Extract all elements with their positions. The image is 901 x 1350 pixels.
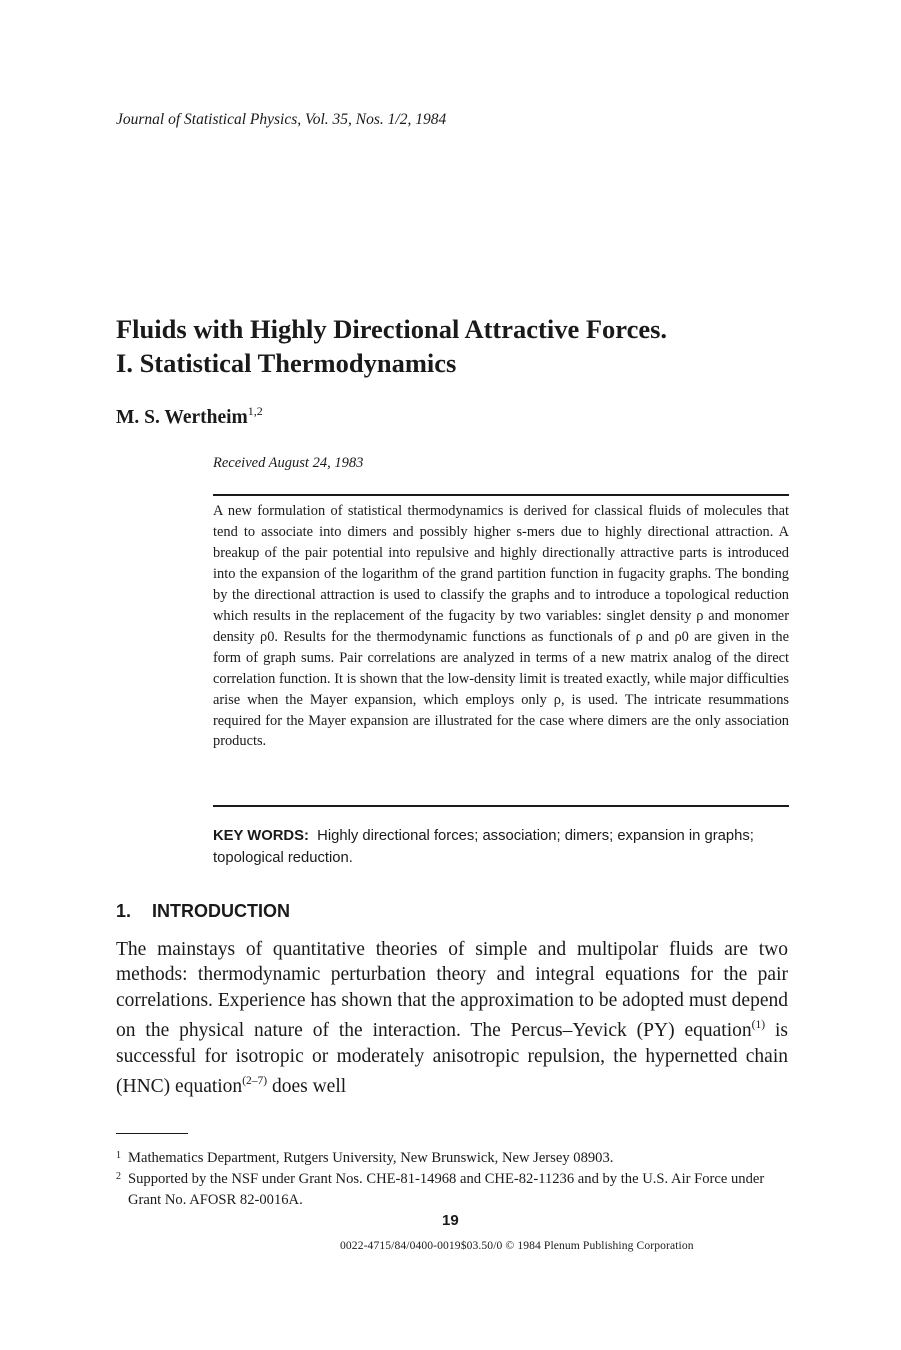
section-number: 1. [116,901,132,921]
footnote-text: Mathematics Department, Rutgers University, New Brunswick, New Jersey 08903. [128,1150,614,1166]
author-name: M. S. Wertheim [116,407,248,428]
footnote-1 [116,1148,792,1169]
abstract-top-rule [213,494,789,496]
footnote-mark: 1 [116,1150,121,1161]
copyright-line: 0022-4715/84/0400-0019$03.50/0 © 1984 Plenum Publishing Corporation [340,1239,694,1252]
paper-title [116,312,816,380]
section-title: INTRODUCTION [152,901,290,921]
journal-citation: Journal of Statistical Physics, Vol. 35, Nos. 1/2, 1984 [116,111,447,128]
author-line [116,404,263,429]
reference-1: (1) [751,1019,766,1032]
section-heading [116,901,290,922]
page-number: 19 [442,1212,459,1229]
abstract-text: A new formulation of statistical thermodynamics is derived for classical fluids of molecules that tend to associate into dimers and possibly higher s-mers due to highly directional attraction. A breakup of the pair potential into repulsive and highly directionally attractive parts is introduced into the expansion of the logarithm of the grand partition function in fugacity graphs. The bonding by the directional attraction is used to classify the graphs and to introduce a topological reduction which results in the replacement of the fugacity by two variables: singlet density ρ and monomer density ρ0. Results for the thermodynamic functions as functionals of ρ and ρ0 are given in the form of graph sums. Pair correlations are analyzed in terms of a new matrix analog of the direct correlation function. It is shown that the low-density limit is treated exactly, while major difficulties arise when the Mayer expansion, which employs only ρ, is used. The intricate resummations required for the Mayer expansion are illustrated for the case where dimers are the only association products. [213,503,789,750]
intro-text-1: The mainstays of quantitative theories of simple and multipolar fluids are two methods: thermodynamic perturbation theory and integral equations for the pair correlations. Experience has shown that the approximation to be adopted must depend on the physical nature of the interaction. The Percus–Yevick (PY) equation [116,939,788,1042]
reference-2-7: (2–7) [242,1075,268,1088]
footnote-2 [116,1169,792,1211]
footnote-rule [116,1133,188,1134]
intro-paragraph [116,937,788,1099]
footnotes [116,1148,792,1211]
intro-text-2: is successful for isotropic or moderately anisotropic repulsion, the hypernetted chain (HNC) equation [116,1020,788,1098]
intro-text-3: does well [267,1076,347,1098]
author-footnote-marks: 1,2 [247,404,263,418]
title-line-2: I. Statistical Thermodynamics [116,348,457,378]
keywords-text: Highly directional forces; association; dimers; expansion in graphs; topological reduction. [213,828,754,866]
footnote-text: Supported by the NSF under Grant Nos. CHE-81-14968 and CHE-82-11236 and by the U.S. Air Force under Grant No. AFOSR 82-0016A. [128,1171,765,1208]
abstract-bottom-rule [213,805,789,807]
title-line-1: Fluids with Highly Directional Attractive Forces. [116,314,668,344]
received-date: Received August 24, 1983 [213,455,364,471]
keywords-label: KEY WORDS: [213,828,309,844]
footnote-mark: 2 [116,1171,121,1182]
keywords [213,825,789,869]
